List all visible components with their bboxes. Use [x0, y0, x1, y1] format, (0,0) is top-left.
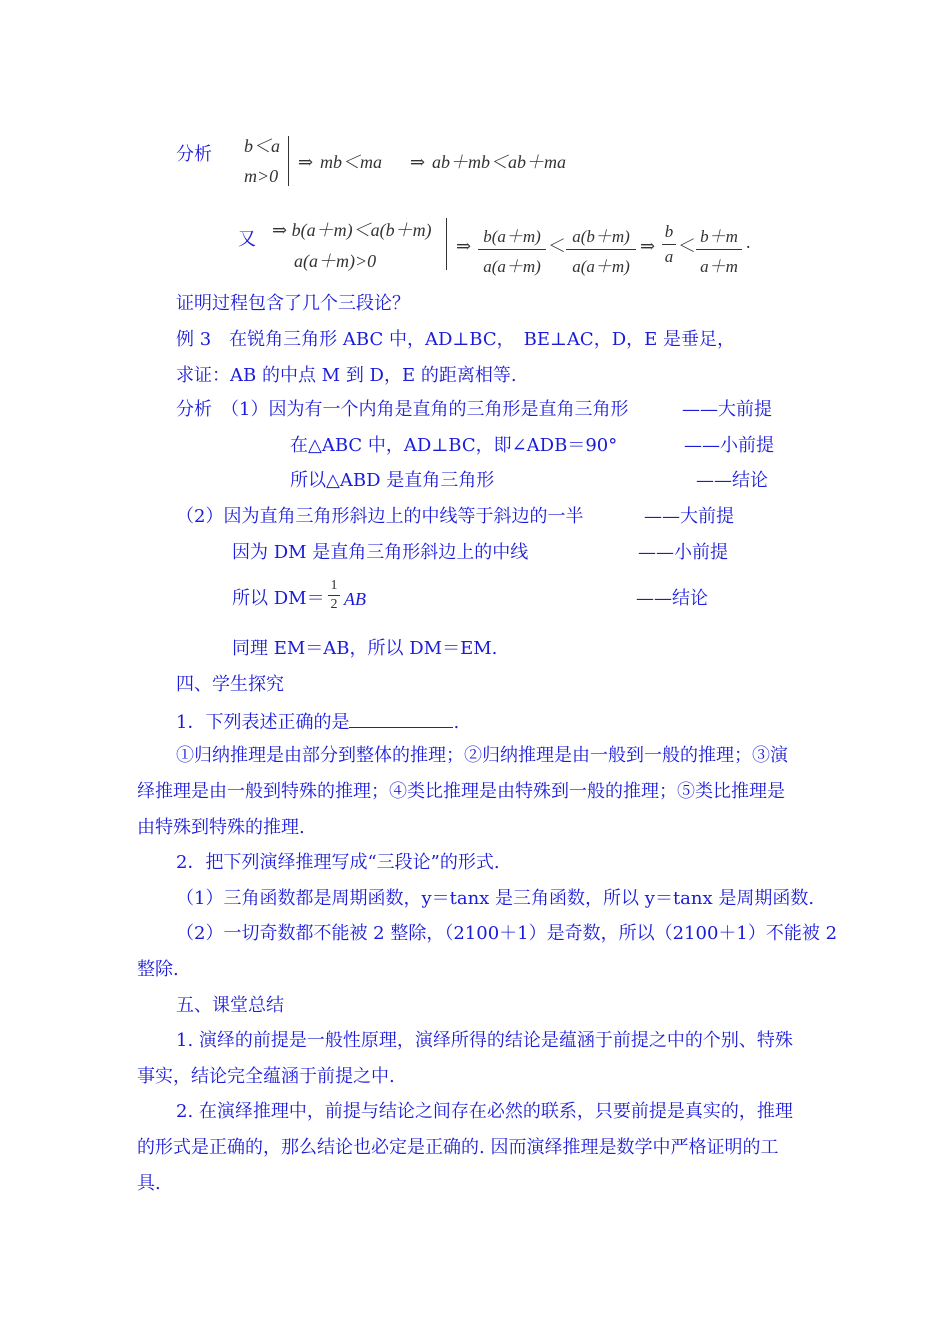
q1-text: 1．下列表述正确的是 [176, 712, 350, 733]
tag-major-premise: ——大前提 [644, 506, 734, 527]
math-mb-lt-ma: mb＜ma [320, 152, 382, 172]
summary1-line2: 事实，结论完全蕴涵于前提之中. [137, 1066, 395, 1087]
math-m-gt-0: m>0 [244, 166, 279, 186]
analysis-label: 分析 [176, 144, 212, 165]
section4-q1 [176, 709, 459, 735]
denominator: a(a＋m) [483, 257, 541, 276]
q1-options-line1: ①归纳推理是由部分到整体的推理；②归纳推理是由一般到一般的推理；③演 [176, 745, 788, 766]
implies-arrow: ⇒ [456, 236, 472, 256]
denominator: a [664, 247, 674, 266]
also-label: 又 [238, 229, 256, 250]
example3-line1: 例 3 在锐角三角形 ABC 中，AD⊥BC， BE⊥AC，D，E 是垂足， [176, 329, 735, 350]
section4-title: 四、学生探究 [176, 674, 284, 695]
tag-conclusion: ——结论 [696, 470, 768, 491]
period: . [746, 232, 751, 252]
q1-options-line2: 绎推理是由一般到特殊的推理；④类比推理是由特殊到一般的推理；⑤类比推理是 [137, 781, 785, 802]
summary2-line3: 具. [137, 1173, 161, 1194]
analysis3-p2c-post: AB [344, 589, 366, 609]
tag-minor-premise: ——小前提 [684, 435, 774, 456]
fraction [696, 222, 742, 277]
implies-arrow: ⇒ [298, 152, 314, 172]
section4-q2-2-line1: （2）一切奇数都不能被 2 整除，（2100＋1）是奇数，所以（2100＋1）不能被 2 [176, 923, 838, 944]
summary1-line1: 1. 演绎的前提是一般性原理，演绎所得的结论是蕴涵于前提之中的个别、特殊 [176, 1030, 793, 1051]
q1-end: . [453, 712, 460, 733]
math-line2: a(a＋m)>0 [294, 251, 377, 271]
section4-q2: 2．把下列演绎推理写成“三段论”的形式. [176, 852, 500, 873]
less-than: ＜ [548, 236, 566, 256]
math-line1: ⇒ b(a＋m)＜a(b＋m) [272, 220, 432, 240]
numerator: b(a＋m) [483, 227, 541, 246]
math-b-lt-a: b＜a [244, 136, 280, 156]
less-than: ＜ [678, 236, 696, 256]
right-brace [440, 218, 447, 270]
section4-q2-1: （1）三角函数都是周期函数，y＝tanx 是三角函数，所以 y＝tanx 是周期函数. [176, 888, 815, 909]
implies-arrow: ⇒ [410, 152, 426, 172]
analysis3-p1c: 所以△ABD 是直角三角形 [290, 470, 495, 491]
section5-title: 五、课堂总结 [176, 995, 284, 1016]
fraction [662, 222, 676, 267]
tag-major-premise: ——大前提 [682, 399, 772, 420]
fraction [566, 222, 636, 277]
fraction-one-half [328, 578, 340, 613]
analysis3-p1b: 在△ABC 中，AD⊥BC，即∠ADB＝90° [290, 435, 618, 456]
denominator: 2 [330, 597, 338, 612]
analysis3-p2a: （2）因为直角三角形斜边上的中线等于斜边的一半 [176, 506, 584, 527]
fraction [478, 222, 546, 277]
right-brace [282, 136, 289, 186]
analysis3-p2b: 因为 DM 是直角三角形斜边上的中线 [232, 542, 529, 563]
q1-options-line3: 由特殊到特殊的推理. [137, 817, 305, 838]
math-ab-ineq: ab＋mb＜ab＋ma [432, 152, 566, 172]
numerator: b＋m [700, 227, 738, 246]
question-text: 证明过程包含了几个三段论？ [176, 293, 410, 314]
analysis3-p2d: 同理 EM＝AB，所以 DM＝EM. [232, 638, 498, 659]
numerator: a(b＋m) [572, 227, 630, 246]
summary2-line2: 的形式是正确的，那么结论也必定是正确的. 因而演绎推理是数学中严格证明的工 [137, 1137, 779, 1158]
section4-q2-2-line2: 整除. [137, 959, 179, 980]
example3-line2: 求证：AB 的中点 M 到 D，E 的距离相等. [176, 365, 517, 386]
numerator: 1 [330, 578, 338, 593]
answer-blank [349, 709, 453, 728]
analysis3-p1a: 分析 （1）因为有一个内角是直角的三角形是直角三角形 [176, 399, 629, 420]
summary2-line1: 2. 在演绎推理中，前提与结论之间存在必然的联系，只要前提是真实的，推理 [176, 1101, 793, 1122]
tag-minor-premise: ——小前提 [638, 542, 728, 563]
analysis3-p2c-pre: 所以 DM＝ [232, 588, 325, 609]
implies-arrow: ⇒ [640, 236, 656, 256]
denominator: a(a＋m) [572, 257, 630, 276]
tag-conclusion: ——结论 [636, 588, 708, 609]
numerator: b [664, 222, 674, 241]
denominator: a＋m [700, 257, 738, 276]
